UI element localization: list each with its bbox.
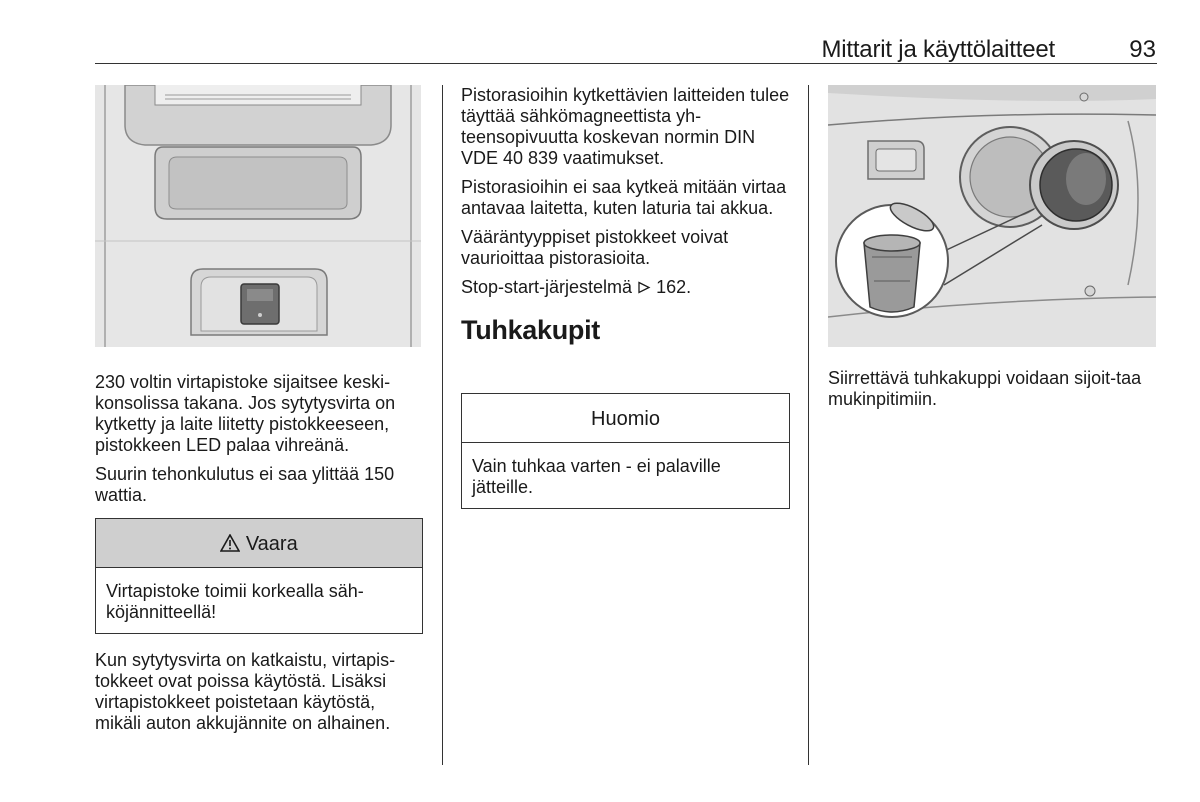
left-column-text: [95, 372, 425, 514]
danger-box-header: [96, 519, 422, 568]
danger-box: [95, 518, 423, 634]
page-number: 93: [1129, 36, 1156, 63]
no-power-source-paragraph: Pistorasioihin ei saa kytkeä mitään virtaa antavaa laitetta, kuten laturia tai akkua.: [461, 177, 787, 218]
reference-line: [461, 277, 791, 298]
danger-box-text: Virtapistoke toimii korkealla säh-köjännitteellä!: [106, 581, 364, 622]
ashtray-caption: Siirrettävä tuhkakuppi voidaan sijoit-taa mukinpitimiin.: [828, 368, 1142, 409]
rear-console-socket-illustration: [95, 85, 421, 347]
left-column-text-lower: [95, 650, 425, 742]
page-header-title: Mittarit ja käyttölaitteet: [821, 36, 1055, 63]
header-rule: [95, 63, 1157, 64]
reference-text: Stop-start-järjestelmä: [461, 277, 633, 297]
right-column-text: [828, 368, 1158, 418]
middle-column-text: [461, 85, 791, 361]
ashtray-cupholder-illustration: [828, 85, 1156, 347]
danger-box-title: Vaara: [245, 533, 298, 555]
emc-standard-paragraph: Pistorasioihin kytkettävien laitteiden tulee täyttää sähkömagneettista yh-teensopivuutta koskevan normin DIN VDE 40 839 vaatimukset.: [461, 85, 790, 168]
ashtray-in-cupholder-icon: [828, 85, 1156, 347]
socket-location-paragraph: 230 voltin virtapistoke sijaitsee keski-konsolissa takana. Jos sytytysvirta on kytketty ja laite liitetty pistokkeeseen, pistokkeen LED palaa vihreänä.: [95, 372, 396, 455]
reference-arrow-icon: [637, 277, 656, 297]
reference-page-link[interactable]: 162.: [656, 277, 692, 297]
column-divider-right: [808, 85, 809, 765]
wrong-plug-paragraph: Vääräntyyppiset pistokkeet voivat vaurioittaa pistorasioita.: [461, 227, 729, 268]
notice-box-text: Vain tuhkaa varten - ei palaville jätteille.: [472, 456, 721, 497]
section-heading-ashtrays: Tuhkakupit: [461, 315, 601, 345]
power-limit-paragraph: Suurin tehonkulutus ei saa ylittää 150 wattia.: [95, 464, 395, 505]
rear-console-socket-icon: [95, 85, 421, 347]
notice-box: [461, 393, 790, 509]
notice-box-title: Huomio: [462, 394, 789, 443]
column-divider-left: [442, 85, 443, 765]
ignition-off-paragraph: Kun sytytysvirta on katkaistu, virtapis-tokkeet ovat poissa käytöstä. Lisäksi virtapistokkeet poistetaan käytöstä, mikäli auton akkujännite on alhainen.: [95, 650, 396, 733]
warning-triangle-icon: [220, 533, 246, 555]
